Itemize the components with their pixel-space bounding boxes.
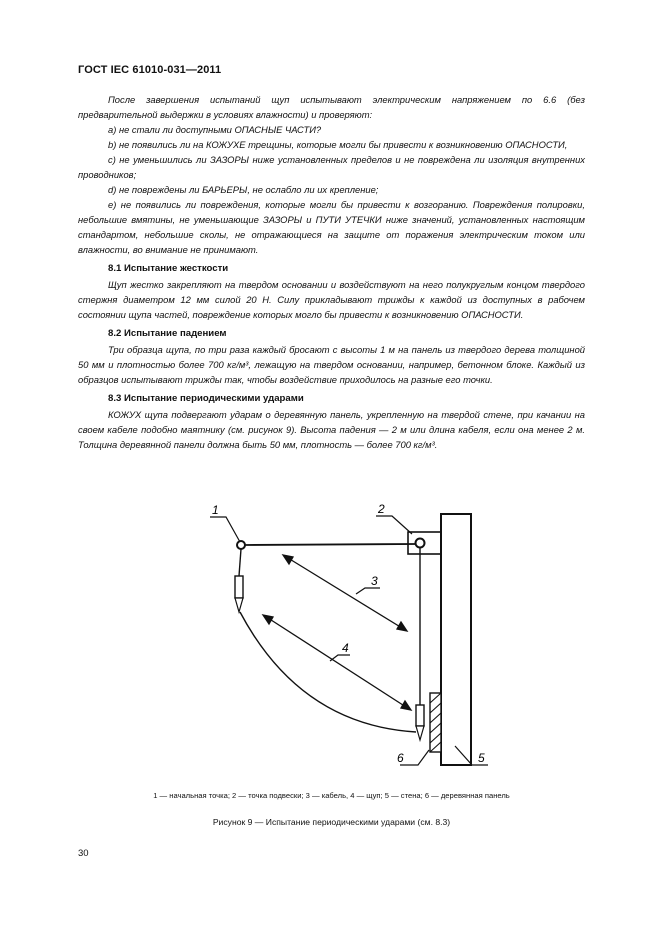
probe-start (235, 576, 243, 612)
page-number: 30 (78, 848, 89, 859)
intro-item-b: b) не появились ли на КОЖУХЕ трещины, которые могли бы привести к возникновению ОПАСНОСТИ, (108, 139, 568, 150)
section-8-1-text: Щуп жестко закрепляют на твердом основании и воздействуют на него полукруглым концом твердого стержня диаметром 12 мм силой 20 Н. Силу прикладывают трижды к каждой из доступных в рабочем состоянии щупа частей, повреждение которых могло бы привести к возникновению ОПАСНОСТИ. (78, 279, 585, 320)
intro-item-e: e) не появились ли повреждения, которые могли бы привести к возгоранию. Повреждения полировки, небольшие вмятины, не уменьшающие ЗАЗОРЫ и ПУТИ УТЕЧКИ ниже значений, установленных настоящим стандартом, небольшие сколы, не отражающиеся на защите от поражения электрическим током или влажности, во внимание не принимают. (78, 199, 585, 255)
figure-legend: 1 — начальная точка; 2 — точка подвески; 3 — кабель, 4 — щуп; 5 — стена; 6 — деревянная панель (153, 791, 510, 800)
body-text (78, 92, 585, 452)
probe-swing-arrow (263, 615, 411, 710)
label-2-suspension-point: 2 (378, 502, 385, 516)
label-5-wall: 5 (478, 751, 485, 765)
pendulum-test-figure (150, 500, 530, 780)
intro-item-d: d) не повреждены ли БАРЬЕРЫ, не ослабло ли их крепление; (108, 184, 379, 195)
wall (441, 514, 471, 765)
section-8-2-text: Три образца щупа, по три раза каждый бросают с высоты 1 м на панель из твердого дерева толщиной 50 мм и плотностью более 700 кг/м³, лежащую на твердом основании, например, бетонном блоке. Каждый из образцов испытывают трижды так, чтобы воздействие приходилось на разные его точки. (78, 344, 585, 385)
swing-arc (240, 612, 416, 732)
label-1-initial-point: 1 (212, 503, 219, 517)
section-8-2-title: 8.2 Испытание падением (108, 328, 227, 339)
section-8-1-title: 8.1 Испытание жесткости (108, 263, 229, 274)
cable-swing-arrow (283, 555, 407, 631)
intro-item-c: c) не уменьшились ли ЗАЗОРЫ ниже установленных пределов и не повреждена ли изоляция внутренних проводников; (78, 154, 585, 180)
label-6-wooden-panel: 6 (397, 751, 404, 765)
initial-point (237, 541, 245, 549)
suspension-point (416, 539, 425, 548)
probe-cable-start (239, 549, 241, 576)
section-8-3-title: 8.3 Испытание периодическими ударами (108, 393, 304, 404)
label-3-cable: 3 (371, 574, 378, 588)
horizontal-cable (245, 544, 416, 545)
figure-caption: Рисунок 9 — Испытание периодическими ударами (см. 8.3) (212, 817, 451, 827)
probe-impact (416, 705, 424, 740)
intro-lead: После завершения испытаний щуп испытывают электрическим напряжением по 6.6 (без предварительной выдержки в условиях влажности) и проверяют: (78, 94, 585, 120)
intro-item-a: a) не стали ли доступными ОПАСНЫЕ ЧАСТИ? (108, 124, 322, 135)
section-8-3-text: КОЖУХ щупа подвергают ударам о деревянную панель, укрепленную на твердой стене, при качании на своем кабеле подобно маятнику (см. рисунок 9). Высота падения — 2 м или длина кабеля, если она менее 2 м. Толщина деревянной панели должна быть 50 мм, плотность — более 700 кг/м³. (78, 409, 585, 450)
label-leaders (210, 516, 488, 765)
label-4-probe: 4 (342, 641, 349, 655)
standard-header: ГОСТ IEC 61010-031—2011 (78, 64, 222, 76)
